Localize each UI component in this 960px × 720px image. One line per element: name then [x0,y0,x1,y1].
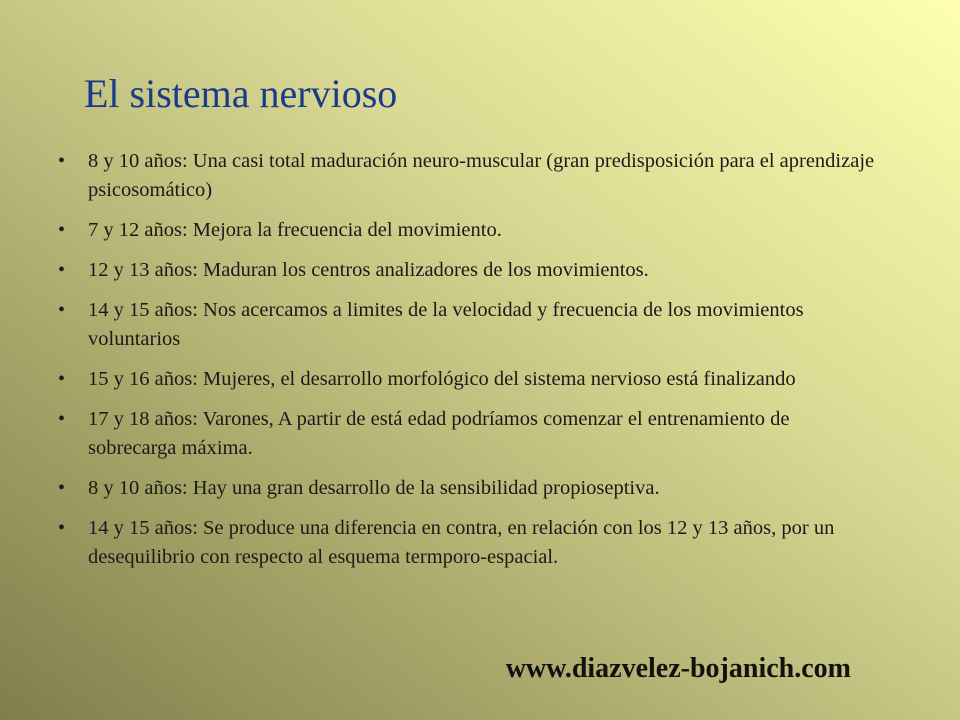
bullet-icon: • [58,219,66,241]
bullet-icon: • [58,477,66,499]
bullet-text: 7 y 12 años: Mejora la frecuencia del movimiento. [88,219,502,241]
bullet-icon: • [58,408,66,430]
list-item [57,365,877,394]
list-item [57,216,877,245]
bullet-text: 14 y 15 años: Nos acercamos a limites de la velocidad y frecuencia de los movimientos voluntarios [88,299,804,350]
bullet-text: 12 y 13 años: Maduran los centros analizadores de los movimientos. [88,259,649,281]
list-item [57,256,877,285]
bullet-icon: • [58,150,66,172]
slide-title: El sistema nervioso [84,71,398,116]
list-item [57,296,877,354]
bullet-icon: • [58,259,66,281]
bullet-icon: • [58,517,66,539]
bullet-text: 15 y 16 años: Mujeres, el desarrollo morfológico del sistema nervioso está finalizando [88,368,796,390]
list-item [57,405,877,463]
bullet-icon: • [58,299,66,321]
bullet-icon: • [58,368,66,390]
bullet-list [57,147,877,583]
bullet-text: 17 y 18 años: Varones, A partir de está edad podríamos comenzar el entrenamiento de sobrecarga máxima. [88,408,790,459]
bullet-text: 14 y 15 años: Se produce una diferencia en contra, en relación con los 12 y 13 años, por un desequilibrio con respecto al esquema termporo-espacial. [88,517,835,568]
list-item [57,514,877,572]
footer-url: www.diazvelez-bojanich.com [505,653,851,684]
list-item [57,147,877,205]
bullet-text: 8 y 10 años: Hay una gran desarrollo de la sensibilidad propioseptiva. [88,477,660,499]
bullet-text: 8 y 10 años: Una casi total maduración neuro-muscular (gran predisposición para el aprendizaje psicosomático) [88,150,875,201]
list-item [57,474,877,503]
